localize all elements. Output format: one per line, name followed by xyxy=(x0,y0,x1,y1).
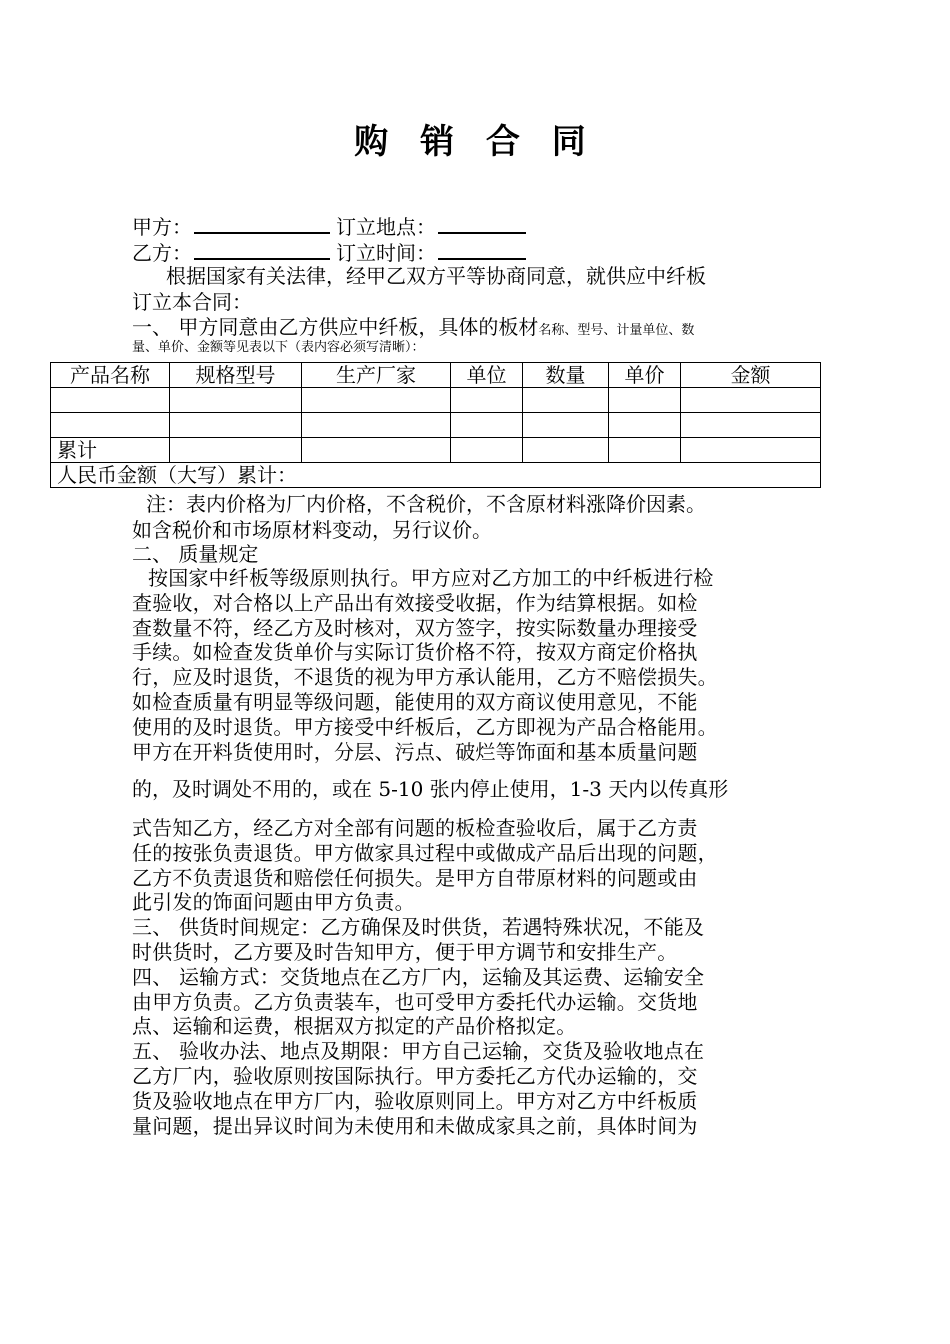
table-cell[interactable] xyxy=(51,413,170,438)
text-line: 由甲方负责。乙方负责装车，也可受甲方委托代办运输。交货地 xyxy=(132,989,698,1014)
quality-paragraph-1 xyxy=(132,566,832,764)
table-cell[interactable] xyxy=(170,388,302,413)
header-product-name: 产品名称 xyxy=(51,363,170,388)
text-line: 此引发的饰面问题由甲方负责。 xyxy=(132,890,415,915)
header-amount: 金额 xyxy=(681,363,821,388)
party-b-label: 乙方： xyxy=(132,241,192,265)
text-line: 点、运输和运费，根据双方拟定的产品价格拟定。 xyxy=(132,1014,577,1039)
table-cell[interactable] xyxy=(681,413,821,438)
section-2-title: 二、 质量规定 xyxy=(132,542,259,566)
text-line: 查数量不符，经乙方及时核对，双方签字，按实际数量办理接受 xyxy=(132,615,698,640)
intro-line-2: 订立本合同： xyxy=(132,290,252,314)
text-line: 时供货时，乙方要及时告知甲方，便于甲方调节和安排生产。 xyxy=(132,939,678,964)
header-quantity: 数量 xyxy=(523,363,609,388)
quality-line-mid: 的，及时调处不用的，或在 5-10 张内停止使用，1-3 天内以传真形 xyxy=(132,777,729,801)
table-cell[interactable] xyxy=(609,388,681,413)
table-cell[interactable] xyxy=(451,388,523,413)
table-subtotal-row xyxy=(51,438,821,463)
section-5-line: 五、 验收办法、地点及期限：甲方自己运输，交货及验收地点在 xyxy=(132,1039,705,1064)
text-line: 使用的及时退货。甲方接受中纤板后，乙方即视为产品合格能用。 xyxy=(132,714,718,739)
time-blank[interactable] xyxy=(438,238,526,260)
table-cell[interactable] xyxy=(609,438,681,463)
text-line: 手续。如检查发货单价与实际订货价格不符，按双方商定价格执 xyxy=(132,640,698,665)
text-line: 式告知乙方，经乙方对全部有问题的板检查验收后，属于乙方责 xyxy=(132,816,698,840)
text-line: 按国家中纤板等级原则执行。甲方应对乙方加工的中纤板进行检 xyxy=(148,566,714,590)
party-b-blank[interactable] xyxy=(194,238,330,260)
table-cell[interactable] xyxy=(523,413,609,438)
section-3-line: 三、 供货时间规定：乙方确保及时供货，若遇特殊状况，不能及 xyxy=(132,915,705,940)
table-cell[interactable] xyxy=(609,413,681,438)
quality-paragraph-2 xyxy=(132,816,832,1138)
contract-title: 购 销 合 同 xyxy=(354,122,596,162)
clause-1-small: 名称、型号、计量单位、数 xyxy=(538,323,695,338)
clause-1-main: 一、 甲方同意由乙方供应中纤板，具体的板材 xyxy=(132,315,539,339)
clause-1-line-2: 量、单价、金额等见表以下（表内容必须写清晰）： xyxy=(132,340,425,355)
table-cell[interactable] xyxy=(681,388,821,413)
text-line: 查验收，对合格以上产品出有效接受收据，作为结算根据。如检 xyxy=(132,590,698,615)
table-cell[interactable] xyxy=(681,438,821,463)
header-unit: 单位 xyxy=(451,363,523,388)
text-line: 乙方厂内，验收原则按国际执行。甲方委托乙方代办运输的，交 xyxy=(132,1063,698,1088)
note-line-2: 如含税价和市场原材料变动，另行议价。 xyxy=(132,518,492,542)
time-label: 订立时间： xyxy=(336,241,436,265)
text-line: 行，应及时退货，不退货的视为甲方承认能用，乙方不赔偿损失。 xyxy=(132,665,718,690)
rmb-total-label: 人民币金额（大写）累计： xyxy=(51,463,821,488)
header-manufacturer: 生产厂家 xyxy=(302,363,451,388)
table-row xyxy=(51,388,821,413)
table-cell[interactable] xyxy=(523,438,609,463)
note-line-1: 注：表内价格为厂内价格，不含税价，不含原材料涨降价因素。 xyxy=(146,492,706,516)
table-cell[interactable] xyxy=(51,388,170,413)
table-cell[interactable] xyxy=(302,388,451,413)
text-line: 如检查质量有明显等级问题，能使用的双方商议使用意见，不能 xyxy=(132,689,698,714)
place-blank[interactable] xyxy=(438,212,526,234)
intro-line-1: 根据国家有关法律，经甲乙双方平等协商同意，就供应中纤板 xyxy=(166,264,706,288)
table-cell[interactable] xyxy=(451,413,523,438)
table-cell[interactable] xyxy=(451,438,523,463)
section-4-line: 四、 运输方式：交货地点在乙方厂内，运输及其运费、运输安全 xyxy=(132,964,705,989)
party-a-blank[interactable] xyxy=(194,212,330,234)
text-line: 乙方不负责退货和赔偿任何损失。是甲方自带原材料的问题或由 xyxy=(132,865,698,890)
table-cell[interactable] xyxy=(302,438,451,463)
header-unit-price: 单价 xyxy=(609,363,681,388)
table-cell[interactable] xyxy=(170,413,302,438)
party-a-row xyxy=(132,212,532,240)
party-a-label: 甲方： xyxy=(132,215,192,239)
place-label: 订立地点： xyxy=(336,215,436,239)
text-line: 货及验收地点在甲方厂内，验收原则同上。甲方对乙方中纤板质 xyxy=(132,1088,698,1113)
header-spec: 规格型号 xyxy=(170,363,302,388)
table-row xyxy=(51,413,821,438)
table-header-row xyxy=(51,363,821,388)
subtotal-label: 累计 xyxy=(51,438,170,463)
table-cell[interactable] xyxy=(302,413,451,438)
table-cell[interactable] xyxy=(170,438,302,463)
table-cell[interactable] xyxy=(523,388,609,413)
party-b-row xyxy=(132,238,532,266)
table-rmb-total-row xyxy=(51,463,821,488)
items-table xyxy=(50,362,821,488)
text-line: 任的按张负责退货。甲方做家具过程中或做成产品后出现的问题， xyxy=(132,840,718,865)
text-line: 量问题，提出异议时间为未使用和未做成家具之前，具体时间为 xyxy=(132,1113,698,1138)
text-line: 甲方在开料货使用时，分层、污点、破烂等饰面和基本质量问题 xyxy=(132,739,698,764)
